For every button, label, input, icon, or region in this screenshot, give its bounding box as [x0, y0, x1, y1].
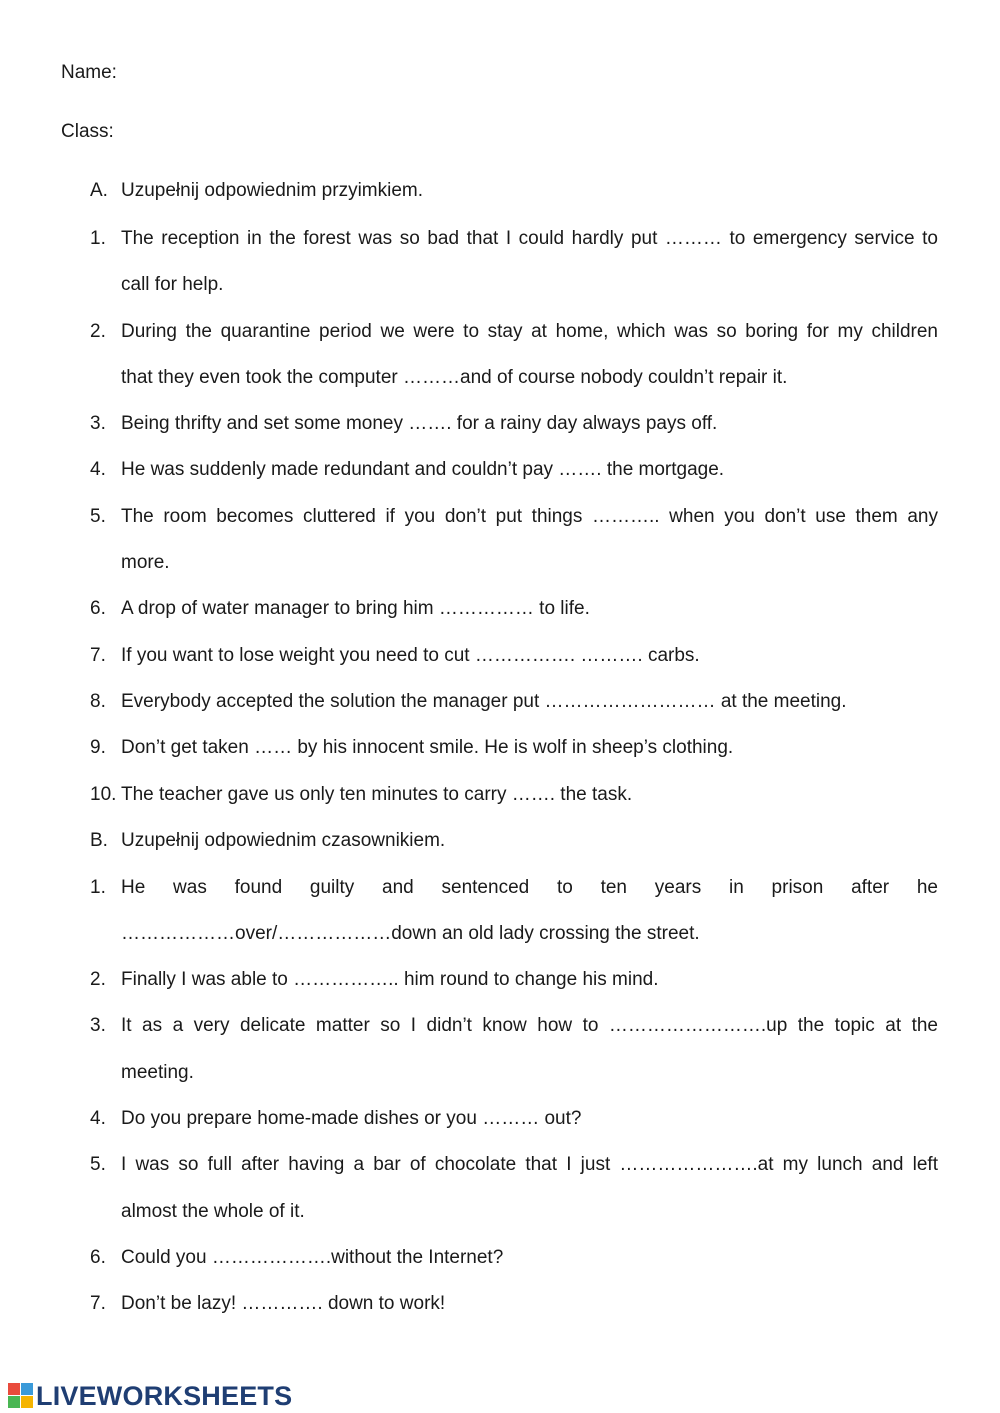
a-item-10-line-1: The teacher gave us only ten minutes to carry ……. the task.: [121, 784, 633, 805]
b-item-7-line-1: Don’t be lazy! …………. down to work!: [121, 1293, 446, 1314]
b-item-3-number: 3.: [90, 1015, 106, 1036]
b-item-5-number: 5.: [90, 1154, 106, 1175]
a-item-9-line-1: Don’t get taken …… by his innocent smile. He is wolf in sheep’s clothing.: [121, 737, 734, 758]
section-b-title: Uzupełnij odpowiednim czasownikiem.: [121, 830, 446, 851]
a-item-1-number: 1.: [90, 228, 106, 249]
class-label: Class:: [61, 121, 114, 142]
section-b-marker: B.: [90, 830, 108, 851]
b-item-3-line-1: It as a very delicate matter so I didn’t know how to …………………….up the topic at the: [121, 1015, 938, 1036]
liveworksheets-wordmark: LIVEWORKSHEETS: [36, 1380, 293, 1411]
b-item-3-line-2: meeting.: [121, 1062, 194, 1083]
liveworksheets-logo[interactable]: [8, 1381, 292, 1411]
liveworksheets-blocks-icon: [8, 1383, 34, 1409]
a-item-1-line-1: The reception in the forest was so bad that I could hardly put ……… to emergency service to: [121, 228, 938, 249]
a-item-5-line-2: more.: [121, 552, 170, 573]
a-item-5-number: 5.: [90, 506, 106, 527]
b-item-1-line-1: He was found guilty and sentenced to ten years in prison after he: [121, 877, 938, 898]
a-item-4-line-1: He was suddenly made redundant and couldn’t pay ……. the mortgage.: [121, 459, 725, 480]
b-item-6-number: 6.: [90, 1247, 106, 1268]
a-item-9-number: 9.: [90, 737, 106, 758]
a-item-7-number: 7.: [90, 645, 106, 666]
a-item-6-line-1: A drop of water manager to bring him …………… to life.: [121, 598, 590, 619]
a-item-6-number: 6.: [90, 598, 106, 619]
a-item-4-number: 4.: [90, 459, 106, 480]
b-item-7-number: 7.: [90, 1293, 106, 1314]
b-item-5-line-2: almost the whole of it.: [121, 1201, 305, 1222]
name-label: Name:: [61, 62, 117, 83]
b-item-5-line-1: I was so full after having a bar of chocolate that I just ………………….at my lunch and left: [121, 1154, 938, 1175]
b-item-1-line-2: ………………over/………………down an old lady crossing the street.: [121, 923, 700, 944]
a-item-5-line-1: The room becomes cluttered if you don’t put things ……….. when you don’t use them any: [121, 506, 938, 527]
a-item-3-line-1: Being thrifty and set some money ……. for a rainy day always pays off.: [121, 413, 718, 434]
a-item-8-number: 8.: [90, 691, 106, 712]
a-item-2-line-1: During the quarantine period we were to stay at home, which was so boring for my children: [121, 321, 938, 342]
section-a-marker: A.: [90, 180, 108, 201]
b-item-2-number: 2.: [90, 969, 106, 990]
b-item-2-line-1: Finally I was able to …………….. him round to change his mind.: [121, 969, 659, 990]
b-item-4-line-1: Do you prepare home-made dishes or you ……… out?: [121, 1108, 582, 1129]
a-item-8-line-1: Everybody accepted the solution the manager put ……………………… at the meeting.: [121, 691, 847, 712]
b-item-6-line-1: Could you ……………….without the Internet?: [121, 1247, 504, 1268]
a-item-2-number: 2.: [90, 321, 106, 342]
a-item-7-line-1: If you want to lose weight you need to cut ……………. ………. carbs.: [121, 645, 700, 666]
a-item-2-line-2: that they even took the computer ………and of course nobody couldn’t repair it.: [121, 367, 788, 388]
section-a-title: Uzupełnij odpowiednim przyimkiem.: [121, 180, 424, 201]
a-item-1-line-2: call for help.: [121, 274, 224, 295]
b-item-1-number: 1.: [90, 877, 106, 898]
b-item-4-number: 4.: [90, 1108, 106, 1129]
a-item-3-number: 3.: [90, 413, 106, 434]
a-item-10-number: 10.: [90, 784, 117, 805]
